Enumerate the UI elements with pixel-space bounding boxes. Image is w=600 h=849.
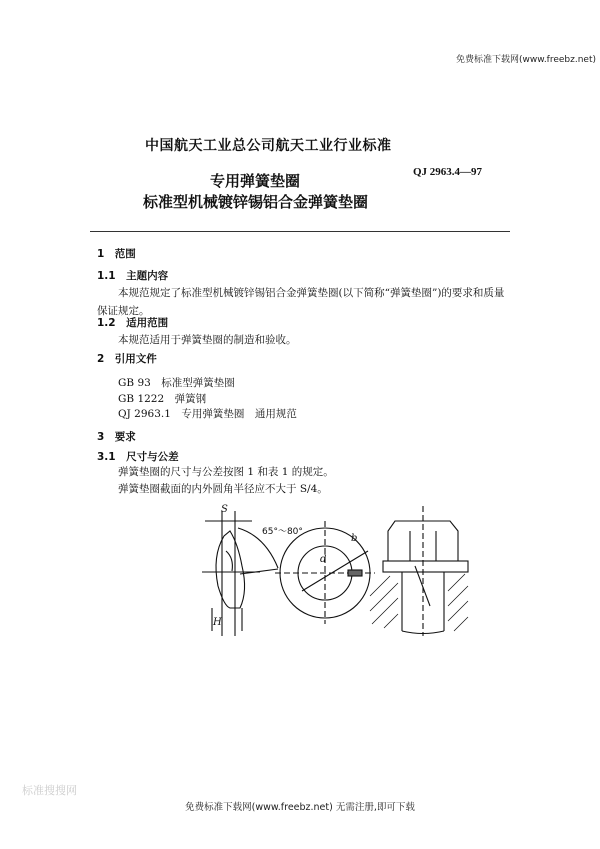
issuing-organization: 中国航天工业总公司航天工业行业标准 bbox=[145, 138, 392, 154]
section-3-1-heading: 3.1 尺寸与公差 bbox=[97, 451, 179, 463]
section-1-1-body-cont: 保证规定。 bbox=[97, 305, 150, 317]
reference-item: GB 1222 弹簧钢 bbox=[118, 393, 207, 405]
figure-label-s: S bbox=[221, 504, 228, 515]
section-2-heading: 2 引用文件 bbox=[97, 353, 157, 365]
reference-item: QJ 2963.1 专用弹簧垫圈 通用规范 bbox=[118, 408, 297, 420]
figure-label-h: H bbox=[213, 617, 222, 628]
standard-code: QJ 2963.4—97 bbox=[413, 166, 483, 178]
section-3-heading: 3 要求 bbox=[97, 431, 136, 443]
section-3-1-body: 弹簧垫圈的尺寸与公差按图 1 和表 1 的规定。 bbox=[118, 466, 334, 478]
reference-item: GB 93 标准型弹簧垫圈 bbox=[118, 377, 235, 389]
figure-label-b: b bbox=[351, 533, 358, 544]
figure-label-d: d bbox=[320, 554, 327, 565]
section-1-2-heading: 1.2 适用范围 bbox=[97, 317, 169, 329]
section-1-heading: 1 范围 bbox=[97, 248, 136, 260]
section-1-1-heading: 1.1 主题内容 bbox=[97, 270, 169, 282]
section-1-2-body: 本规范适用于弹簧垫圈的制造和验收。 bbox=[118, 334, 297, 346]
title-line-1: 专用弹簧垫圈 bbox=[210, 172, 301, 190]
title-line-2: 标准型机械镀锌锡铝合金弹簧垫圈 bbox=[143, 193, 369, 211]
watermark-bottom: 免费标准下载网(www.freebz.net) 无需注册,即可下载 bbox=[185, 802, 415, 813]
watermark-top: 免费标准下载网(www.freebz.net) bbox=[456, 55, 596, 65]
section-3-1-body-2: 弹簧垫圈截面的内外圆角半径应不大于 S/4。 bbox=[118, 483, 328, 495]
faded-footer-text: 标准搜搜网 bbox=[22, 784, 77, 797]
section-1-1-body: 本规范规定了标准型机械镀锌锡铝合金弹簧垫圈(以下简称“弹簧垫圈”)的要求和质量 bbox=[118, 287, 505, 299]
header-divider bbox=[90, 231, 510, 232]
figure-1-spring-washer bbox=[190, 496, 470, 636]
figure-label-angle: 65°～80° bbox=[262, 527, 303, 537]
